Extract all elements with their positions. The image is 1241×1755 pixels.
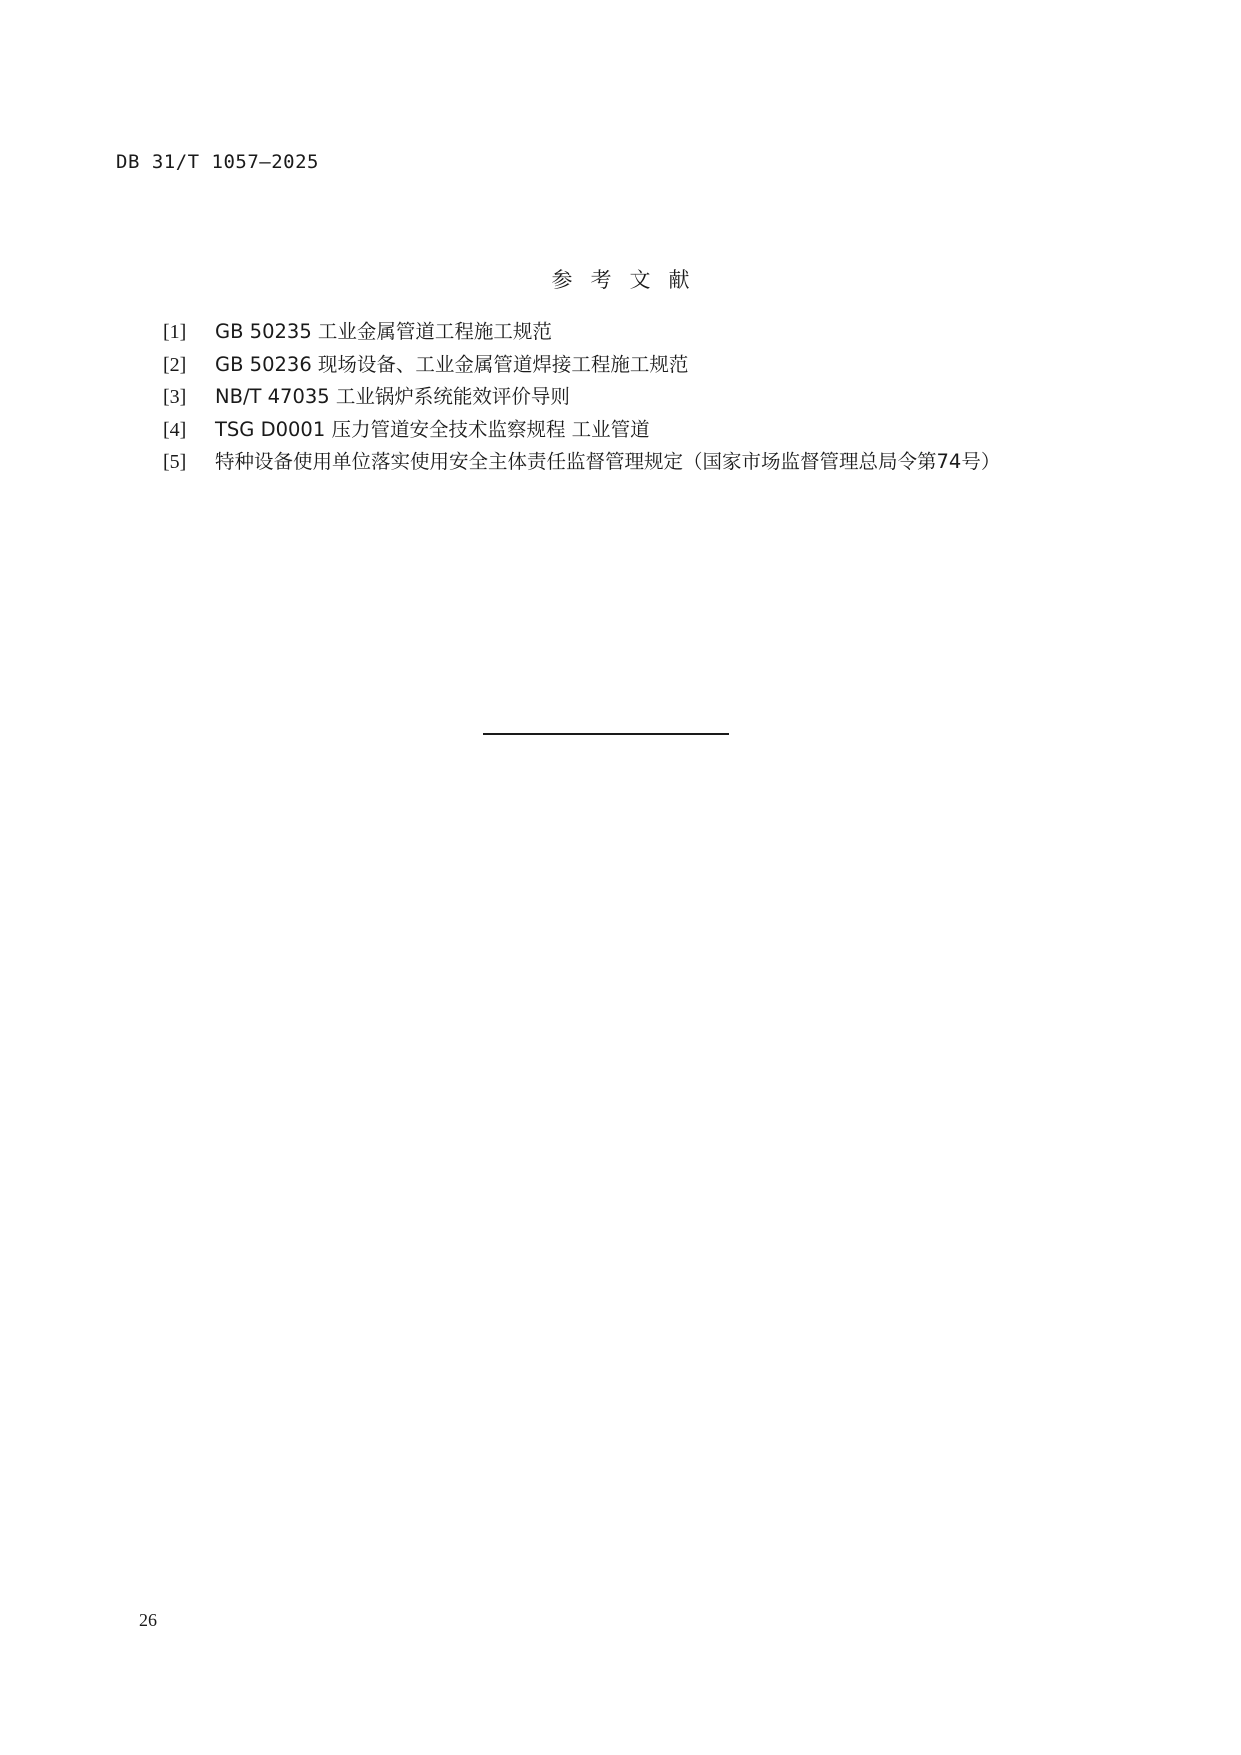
reference-text: GB 50236 现场设备、工业金属管道焊接工程施工规范: [215, 352, 689, 376]
reference-number: [1]: [163, 321, 187, 343]
reference-number: [4]: [163, 418, 187, 441]
reference-item-2: [163, 349, 1000, 382]
reference-text: TSG D0001 压力管道安全技术监察规程 工业管道: [215, 417, 650, 441]
reference-item-1: [163, 316, 1000, 349]
reference-text: NB/T 47035 工业锅炉系统能效评价导则: [215, 385, 570, 409]
reference-number: [2]: [163, 353, 187, 376]
page-number: 26: [139, 1610, 157, 1630]
reference-text: 特种设备使用单位落实使用安全主体责任监督管理规定（国家市场监督管理总局令第74号）: [215, 450, 1001, 474]
end-of-document-rule: [483, 733, 729, 735]
reference-number: [5]: [163, 451, 187, 474]
reference-item-3: [163, 381, 1000, 414]
section-title: 参考文献: [551, 268, 708, 292]
reference-text: GB 50235 工业金属管道工程施工规范: [215, 320, 552, 343]
document-code: DB 31/T 1057—2025: [116, 151, 319, 173]
reference-item-5: [163, 446, 1000, 479]
reference-list: [163, 316, 1000, 479]
reference-item-4: [163, 414, 1000, 447]
reference-number: [3]: [163, 386, 187, 409]
